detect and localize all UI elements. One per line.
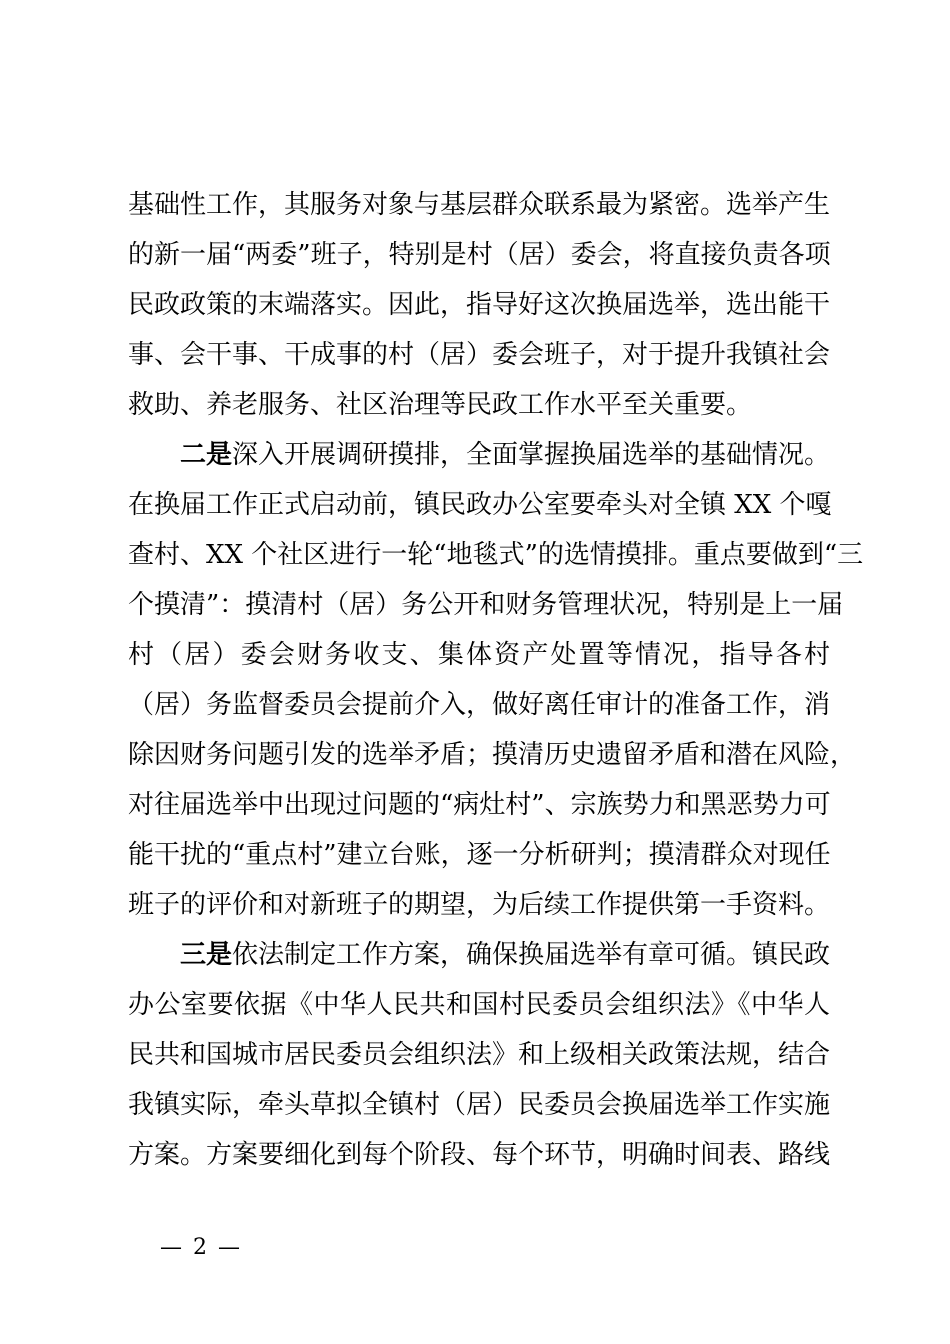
- text-line: [128, 780, 830, 830]
- text-line: [128, 1080, 830, 1130]
- line-text: 救助、养老服务、社区治理等民政工作水平至关重要。: [128, 390, 753, 420]
- line-text: 方案。方案要细化到每个阶段、每个环节，明确时间表、路线: [128, 1140, 831, 1170]
- line-text: 办公室要依据《中华人民共和国村民委员会组织法》《中华人: [128, 990, 830, 1020]
- text-line: [128, 830, 830, 880]
- paragraph: [128, 930, 830, 1180]
- text-line: [128, 280, 830, 330]
- line-text: 的新一届“两委”班子，特别是村（居）委会，将直接负责各项: [128, 240, 831, 270]
- line-text: 班子的评价和对新班子的期望，为后续工作提供第一手资料。: [128, 890, 831, 920]
- line-text: 依法制定工作方案，确保换届选举有章可循。镇民政: [232, 940, 831, 970]
- line-text: 基础性工作，其服务对象与基层群众联系最为紧密。选举产生: [128, 190, 831, 220]
- text-line: [128, 530, 864, 580]
- line-text: （居）务监督委员会提前介入，做好离任审计的准备工作，消: [128, 690, 831, 720]
- line-text: 民共和国城市居民委员会组织法》和上级相关政策法规，结合: [128, 1040, 831, 1070]
- text-line: [128, 380, 830, 430]
- text-line: [128, 480, 830, 530]
- line-text: 事、会干事、干成事的村（居）委会班子，对于提升我镇社会: [128, 340, 831, 370]
- line-text: 深入开展调研摸排，全面掌握换届选举的基础情况。: [232, 440, 831, 470]
- text-line: [128, 180, 830, 230]
- text-line: [128, 930, 830, 980]
- line-text: 能干扰的“重点村”建立台账，逐一分析研判；摸清群众对现任: [128, 840, 831, 870]
- line-text: 村（居）委会财务收支、集体资产处置等情况，指导各村: [128, 640, 830, 670]
- line-text: 民政政策的末端落实。因此，指导好这次换届选举，选出能干: [128, 290, 831, 320]
- text-line: [128, 1030, 830, 1080]
- paragraph-lead: 三是: [180, 940, 233, 970]
- line-text: 个摸清”：摸清村（居）务公开和财务管理状况，特别是上一届: [128, 590, 844, 620]
- text-line: [128, 730, 857, 780]
- line-text: 我镇实际，牵头草拟全镇村（居）民委员会换届选举工作实施: [128, 1090, 831, 1120]
- paragraph: [128, 180, 830, 430]
- page-number: — 2 —: [160, 1235, 242, 1260]
- paragraph-lead: 二是: [180, 440, 233, 470]
- text-line: [128, 1130, 830, 1180]
- text-line: [128, 430, 830, 480]
- line-text: 对往届选举中出现过问题的“病灶村”、宗族势力和黑恶势力可: [128, 790, 831, 820]
- line-text: 查村、XX 个社区进行一轮“地毯式”的选情摸排。重点要做到“三: [128, 540, 864, 570]
- line-text: 在换届工作正式启动前，镇民政办公室要牵头对全镇 XX 个嘎: [128, 490, 832, 520]
- text-line: [128, 980, 830, 1030]
- text-line: [128, 880, 830, 930]
- text-line: [128, 230, 830, 280]
- paragraph: [128, 430, 864, 930]
- text-line: [128, 680, 830, 730]
- line-text: 除因财务问题引发的选举矛盾；摸清历史遗留矛盾和潜在风险，: [128, 740, 857, 770]
- text-line: [128, 630, 830, 680]
- text-line: [128, 330, 830, 380]
- text-line: [128, 580, 844, 630]
- document-body: [128, 180, 864, 1180]
